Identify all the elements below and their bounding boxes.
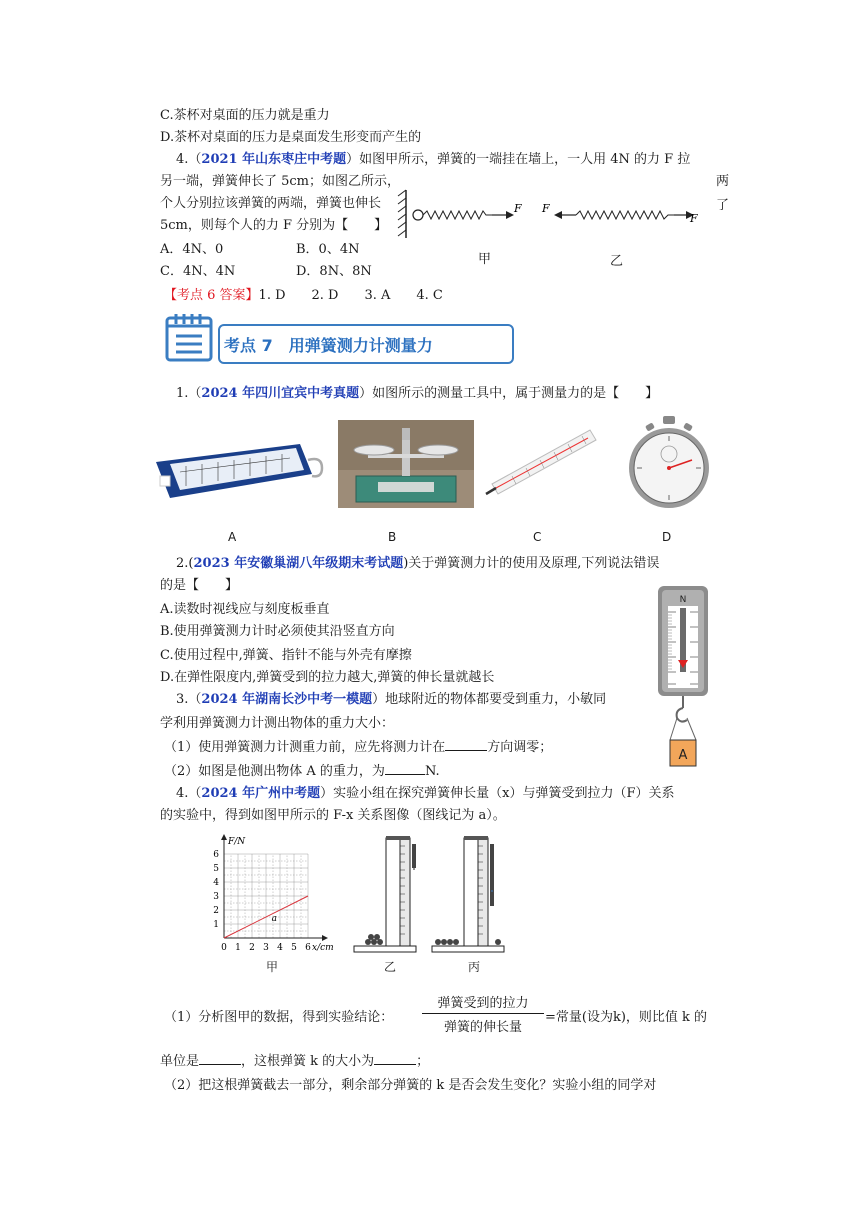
q2-source: 2023 年安徽巢湖八年级期末考试题 — [193, 556, 404, 571]
fx-chart — [204, 828, 344, 958]
fig-label-jia: 甲 — [478, 252, 492, 267]
q3-source: 2024 年湖南长沙中考一模题 — [201, 692, 373, 707]
q1-label-c: C — [533, 530, 542, 544]
q2-option-a: A.读数时视线应与刻度板垂直 — [160, 602, 330, 617]
q4-source: 2024 年广州中考题 — [201, 786, 321, 801]
x-axis-label: x/cm — [312, 943, 334, 953]
q4-fraction — [422, 992, 544, 1035]
q4prev-line2: 另一端，弹簧伸长了 5cm；如图乙所示， — [160, 174, 401, 189]
y-tick-label: 6 — [213, 850, 219, 860]
q4prev-line3-right: 了 — [716, 198, 730, 213]
section-title: 考点 7 用弹簧测力计测量力 — [224, 336, 433, 355]
q3-blank2[interactable] — [385, 762, 425, 775]
q4prev-option-a: A．4N、0 — [160, 242, 224, 257]
q4prev-line1: 4.（2021 年山东枣庄中考题）如图甲所示，弹簧的一端挂在墙上，一人用 4N 的力 F 拉 — [176, 152, 691, 167]
spring-hook — [413, 210, 423, 220]
q3-line2: 学利用弹簧测力计测出物体的重力大小： — [160, 716, 395, 731]
q4-fig-yi: 乙 — [384, 960, 397, 974]
q1-line: 1.（2024 年四川宜宾中考真题）如图所示的测量工具中，属于测量力的是【 】 — [176, 386, 659, 401]
q2-line1: 2.(2023 年安徽巢湖八年级期末考试题)关于弹簧测力计的使用及原理,下列说法错误 — [176, 556, 660, 571]
prev-option-c: C.茶杯对桌面的压力就是重力 — [160, 108, 330, 123]
y-tick-label: 3 — [213, 892, 219, 902]
q4prev-line2-right: 两 — [716, 174, 730, 189]
fraction-denominator: 弹簧的伸长量 — [443, 1020, 522, 1035]
q4-sub1-cont: 单位是 ，这根弹簧 k 的大小为 ； — [160, 1054, 430, 1069]
q4-sub1-end: =常量(设为k)，则比值 k 的 — [545, 1010, 708, 1025]
calendar-icon — [164, 312, 216, 364]
balance-image — [338, 420, 474, 508]
x-axis-arrow — [322, 935, 328, 941]
chart-grid — [224, 854, 308, 938]
q1-label-b: B — [388, 530, 397, 544]
answer-line — [164, 286, 443, 306]
x-tick-label: 3 — [263, 943, 269, 953]
q4prev-line4: 5cm，则每个人的力 F 分别为【 】 — [160, 218, 388, 233]
q4-fig-bing: 丙 — [468, 960, 481, 974]
q1-label-a: A — [228, 530, 237, 544]
spring-jia — [423, 211, 492, 219]
x-tick-label: 4 — [277, 943, 283, 953]
force-label-yi-left: F — [542, 202, 550, 215]
q2-option-d: D.在弹性限度内,弹簧受到的拉力越大,弹簧的伸长量就越长 — [160, 670, 495, 685]
apparatus-bing — [428, 834, 508, 954]
q4-line2: 的实验中，得到如图甲所示的 F-x 关系图像（图线记为 a）。 — [160, 808, 506, 823]
q2-option-c: C.使用过程中,弹簧、指针不能与外壳有摩擦 — [160, 648, 412, 663]
force-label-yi-right: F — [690, 212, 698, 225]
x-tick-label: 0 — [221, 943, 227, 953]
y-tick-label: 5 — [213, 864, 219, 874]
q4-fig-jia: 甲 — [266, 960, 279, 974]
answer-label: 【考点 6 答案】 — [164, 288, 259, 303]
y-axis-arrow — [221, 834, 227, 840]
x-tick-label: 1 — [235, 943, 241, 953]
q3-sub1: （1）使用弹簧测力计测重力前，应先将测力计在 方向调零； — [164, 740, 553, 755]
answer-text: 1. D 2. D 3. A 4. C — [258, 288, 443, 303]
q3-blank1[interactable] — [445, 738, 487, 751]
q2-line2: 的是【 】 — [160, 578, 239, 593]
wall-hatching — [398, 190, 406, 236]
x-tick-label: 2 — [249, 943, 255, 953]
q4-blank-unit[interactable] — [199, 1052, 241, 1065]
spring-scale-block-figure — [652, 584, 716, 776]
q4-line1: 4.（2024 年广州中考题）实验小组在探究弹簧伸长量（x）与弹簧受到拉力（F）关系 — [176, 786, 675, 801]
spring-scale-image — [150, 426, 330, 508]
q4prev-option-b: B．0、4N — [296, 242, 360, 257]
fraction-numerator: 弹簧受到的拉力 — [422, 992, 544, 1014]
fig-label-yi: 乙 — [610, 254, 624, 269]
stopwatch-image — [626, 414, 712, 510]
scale-unit-label: N — [679, 595, 687, 605]
x-tick-label: 6 — [305, 943, 311, 953]
y-axis-label: F/N — [228, 837, 246, 847]
prev-option-d: D.茶杯对桌面的压力是桌面发生形变而产生的 — [160, 130, 422, 145]
force-label-jia: F — [514, 202, 522, 215]
y-tick-label: 4 — [213, 878, 219, 888]
apparatus-yi — [350, 834, 420, 954]
q3-line1: 3.（2024 年湖南长沙中考一模题）地球附近的物体都要受到重力，小敏同 — [176, 692, 607, 707]
section-title-box — [218, 324, 514, 364]
y-tick-label: 1 — [213, 920, 219, 930]
series-label: a — [271, 914, 277, 925]
thermometer-image — [482, 426, 602, 498]
q4prev-option-c: C．4N、4N — [160, 264, 236, 279]
q4-blank-k[interactable] — [374, 1052, 416, 1065]
x-tick-label: 5 — [291, 943, 297, 953]
q4prev-option-d: D．8N、8N — [296, 264, 372, 279]
block-a-label: A — [678, 748, 688, 763]
q4-sub2: （2）把这根弹簧截去一部分，剩余部分弹簧的 k 是否会发生变化？实验小组的同学对 — [164, 1078, 657, 1093]
q4prev-line3: 个人分别拉该弹簧的两端，弹簧也伸长 — [160, 196, 382, 211]
q1-source: 2024 年四川宜宾中考真题 — [201, 386, 360, 401]
q1-label-d: D — [662, 530, 672, 544]
q4prev-source: 2021 年山东枣庄中考题 — [201, 152, 347, 167]
q4-sub1-start: （1）分析图甲的数据，得到实验结论： — [164, 1010, 394, 1025]
q2-option-b: B.使用弹簧测力计时必须使其沿竖直方向 — [160, 624, 395, 639]
q3-sub2: （2）如图是他测出物体 A 的重力，为 N. — [164, 764, 440, 779]
spring-figure — [396, 186, 706, 246]
y-tick-label: 2 — [213, 906, 219, 916]
spring-yi — [576, 211, 674, 219]
